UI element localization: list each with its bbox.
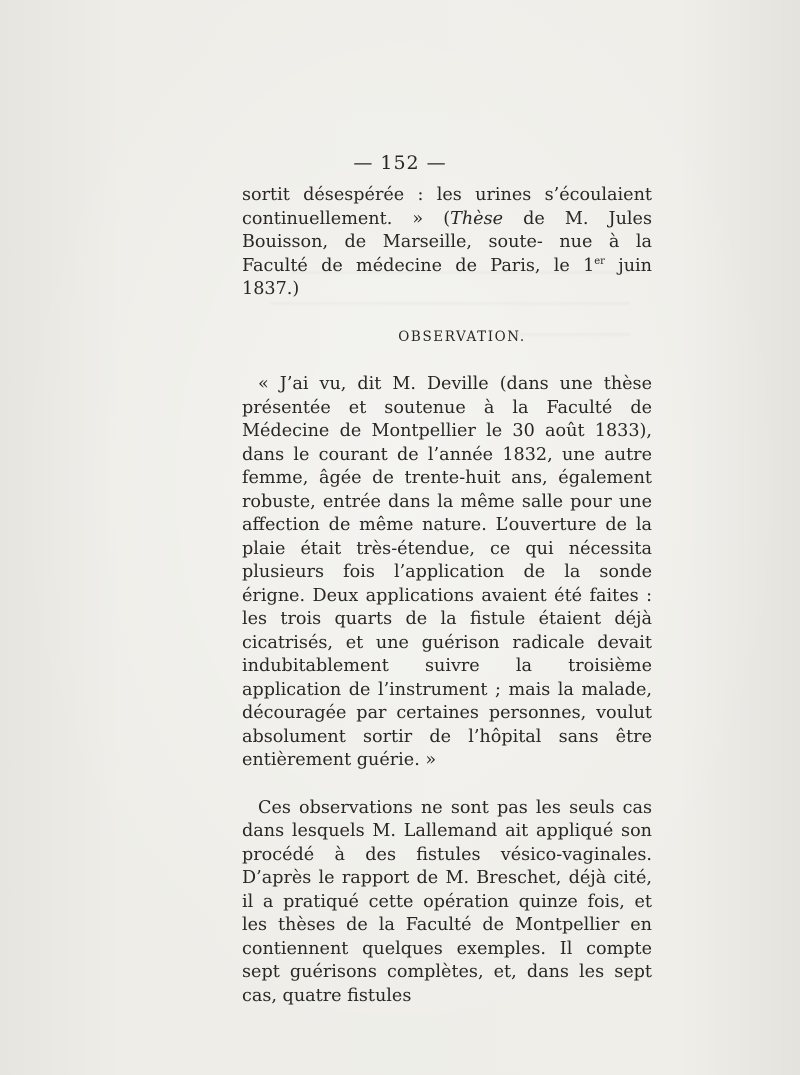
ordinal-superscript: er bbox=[594, 255, 605, 267]
intro-italic-title: Thèse bbox=[450, 208, 504, 229]
intro-text-1: sortit désespérée : les urines s’écoulaient continuellement. » ( bbox=[242, 185, 652, 229]
intro-text-2: de M. Jules Bouisson, de Marseille, soute- nue à la Faculté de médecine de Paris, le 1 bbox=[242, 208, 652, 276]
quote-paragraph: « J’ai vu, dit M. Deville (dans une thèse présentée et soutenue à la Faculté de Médecine de Montpellier le 30 août 1833), dans le courant de l’année 1832, une autre femme, âgée de trente-huit ans, également robuste, entrée dans la même salle pour une affection de même nature. L’ouverture de la plaie était très-étendue, ce qui nécessita plusieurs fois l’application de la sonde érigne. Deux applications avaient été faites : les trois quarts de la fistule étaient déjà cicatrisés, et une guérison radicale devait indubitablement suivre la troisième application de l’instrument ; mais la malade, découragée par certaines personnes, voulut absolument sortir de l’hôpital sans être entièrement guérie. » bbox=[242, 374, 652, 770]
page-body bbox=[242, 184, 652, 1008]
intro-paragraph bbox=[242, 184, 652, 302]
page-number: — 152 — bbox=[353, 152, 447, 174]
closing-paragraph: Ces observations ne sont pas les seuls cas dans lesquels M. Lallemand ait appliqué son procédé à des fistules vésico-vaginales. D’après le rapport de M. Breschet, déjà cité, il a pratiqué cette opération quinze fois, et les thèses de la Faculté de Montpellier en contiennent quelques exemples. Il compte sept guérisons complètes, et, dans les sept cas, quatre fistules bbox=[242, 797, 652, 1006]
intro-text-3: juin 1837.) bbox=[242, 255, 652, 299]
section-heading: OBSERVATION. bbox=[398, 328, 526, 345]
